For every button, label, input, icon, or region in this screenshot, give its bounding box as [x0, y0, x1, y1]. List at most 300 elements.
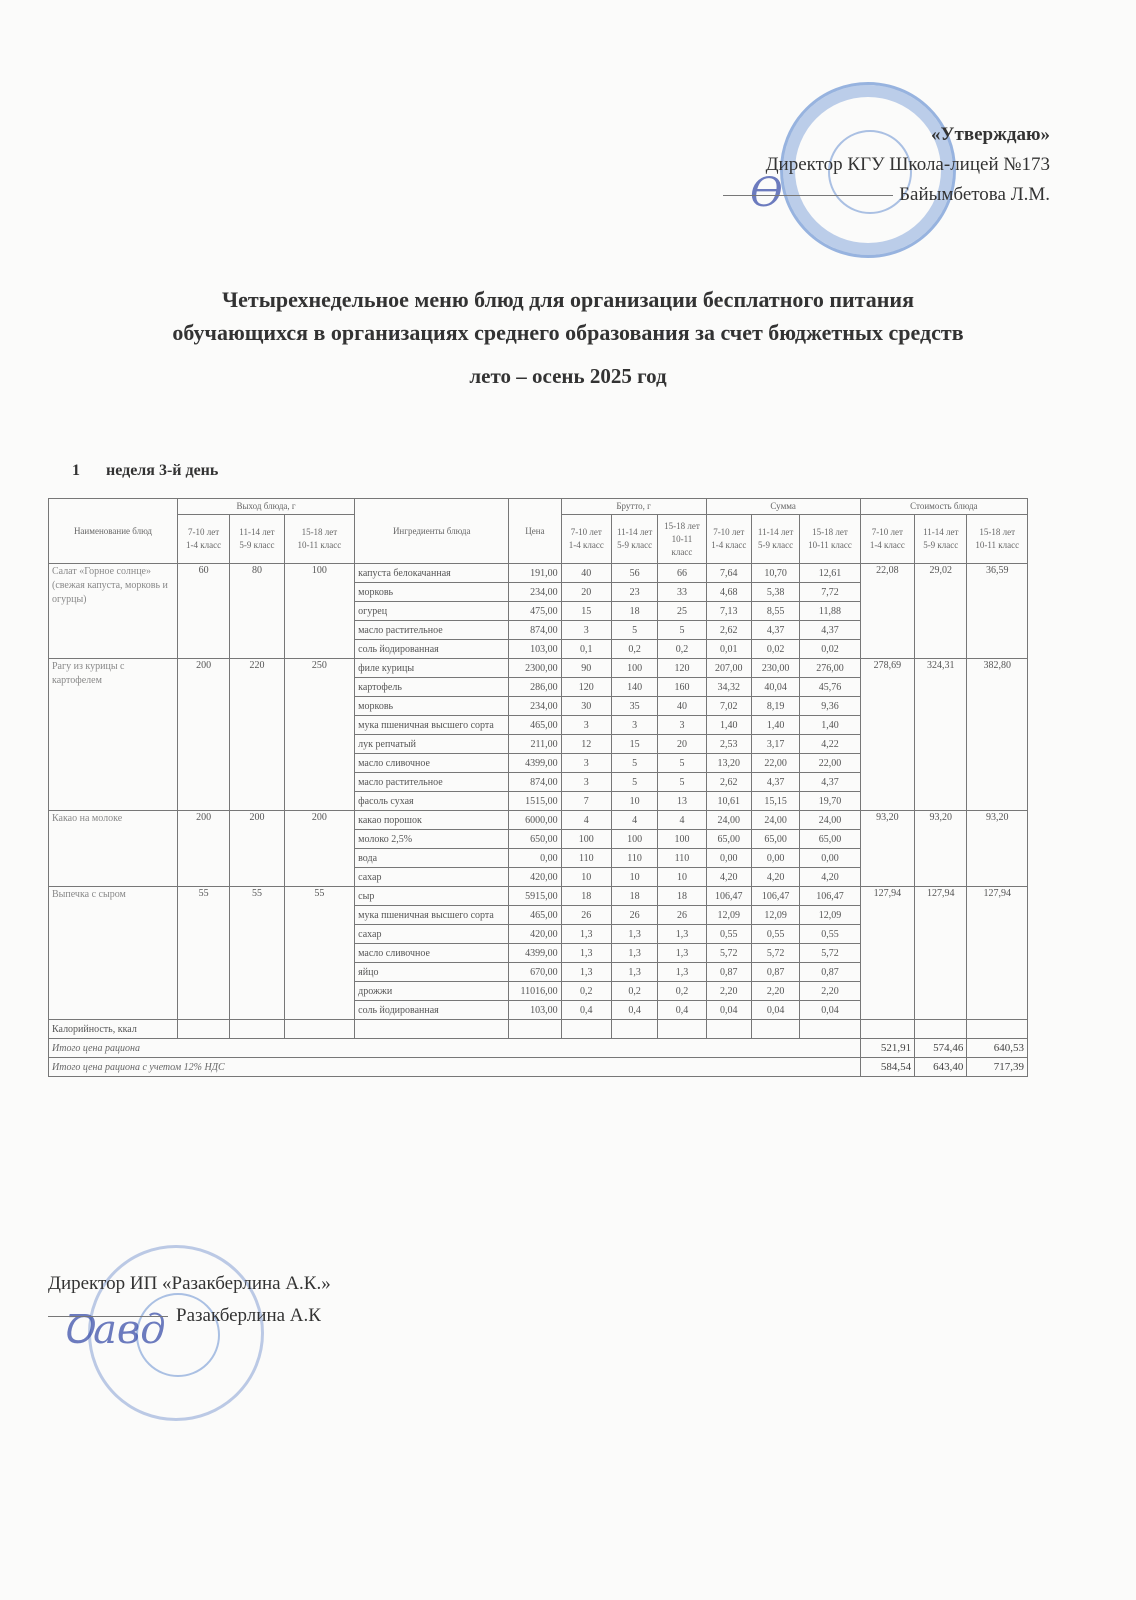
dish-name: Выпечка с сыром	[49, 887, 178, 1020]
total-row	[49, 1039, 1028, 1058]
ingredient-price: 1515,00	[509, 792, 561, 811]
contractor-block	[48, 1268, 331, 1332]
ingredient-brutto: 1,3	[561, 944, 611, 963]
ingredient-sum: 7,64	[706, 564, 751, 583]
total-label: Итого цена рациона	[49, 1039, 861, 1058]
ingredient-sum: 2,53	[706, 735, 751, 754]
ingredient-row	[49, 887, 1028, 906]
ingredient-brutto: 1,3	[561, 925, 611, 944]
ingredient-sum: 34,32	[706, 678, 751, 697]
dish-cost: 93,20	[860, 811, 914, 887]
ingredient-brutto: 20	[658, 735, 706, 754]
ingredient-sum: 2,20	[751, 982, 799, 1001]
ingredient-brutto: 100	[611, 830, 657, 849]
age-range: 11-14 лет	[239, 527, 275, 537]
document-title	[0, 283, 1136, 349]
ingredient-sum: 40,04	[751, 678, 799, 697]
ingredient-name: масло сливочное	[355, 754, 509, 773]
ingredient-sum: 7,72	[800, 583, 860, 602]
ingredient-brutto: 1,3	[611, 925, 657, 944]
ingredient-sum: 4,20	[706, 868, 751, 887]
class-range: 1-4 класс	[869, 540, 905, 550]
ingredient-sum: 2,62	[706, 621, 751, 640]
dish-yield: 55	[284, 887, 355, 1020]
ingredient-brutto: 1,3	[658, 925, 706, 944]
ingredient-price: 11016,00	[509, 982, 561, 1001]
calories-cell	[658, 1020, 706, 1039]
age-group-header	[915, 515, 967, 564]
ingredient-sum: 0,04	[706, 1001, 751, 1020]
age-range: 15-18 лет	[812, 527, 848, 537]
dish-yield: 55	[177, 887, 229, 1020]
dish-yield: 200	[177, 659, 229, 811]
ingredient-brutto: 35	[611, 697, 657, 716]
ingredient-brutto: 120	[561, 678, 611, 697]
age-range: 11-14 лет	[923, 527, 959, 537]
dish-yield: 220	[230, 659, 284, 811]
age-group-header	[658, 515, 706, 564]
ingredient-sum: 12,09	[751, 906, 799, 925]
ingredient-brutto: 5	[658, 754, 706, 773]
ingredient-price: 6000,00	[509, 811, 561, 830]
contractor-position: Директор ИП «Разакберлина А.К.»	[48, 1273, 331, 1294]
class-range: 1-4 класс	[186, 540, 222, 550]
ingredient-sum: 106,47	[751, 887, 799, 906]
approval-block	[723, 120, 1050, 210]
ingredient-brutto: 25	[658, 602, 706, 621]
ingredient-name: соль йодированная	[355, 640, 509, 659]
ingredient-sum: 45,76	[800, 678, 860, 697]
ingredient-sum: 7,13	[706, 602, 751, 621]
ingredient-brutto: 18	[658, 887, 706, 906]
dish-name: Рагу из курицы с картофелем	[49, 659, 178, 811]
ingredient-brutto: 33	[658, 583, 706, 602]
ingredient-sum: 4,37	[751, 621, 799, 640]
week-day-heading	[72, 462, 218, 480]
ingredient-brutto: 3	[658, 716, 706, 735]
ingredient-sum: 0,55	[800, 925, 860, 944]
ingredient-brutto: 12	[561, 735, 611, 754]
dish-yield: 200	[177, 811, 229, 887]
ingredient-sum: 4,37	[800, 621, 860, 640]
ingredient-brutto: 0,2	[611, 982, 657, 1001]
ingredient-sum: 0,55	[751, 925, 799, 944]
ingredient-price: 874,00	[509, 621, 561, 640]
ingredient-sum: 5,38	[751, 583, 799, 602]
ingredient-name: морковь	[355, 697, 509, 716]
ingredient-brutto: 5	[658, 621, 706, 640]
ingredient-brutto: 26	[561, 906, 611, 925]
dish-yield: 200	[230, 811, 284, 887]
ingredient-sum: 3,17	[751, 735, 799, 754]
class-range: 5-9 класс	[923, 540, 959, 550]
menu-table	[48, 498, 1028, 1077]
ingredient-name: масло сливочное	[355, 944, 509, 963]
header-yield: Выход блюда, г	[177, 499, 354, 515]
ingredient-sum: 4,22	[800, 735, 860, 754]
ingredient-brutto: 30	[561, 697, 611, 716]
ingredient-brutto: 1,3	[611, 944, 657, 963]
title-line-1: Четырехнедельное меню блюд для организации бесплатного питания	[221, 287, 914, 312]
calories-cell	[355, 1020, 509, 1039]
ingredient-brutto: 5	[611, 621, 657, 640]
ingredient-sum: 106,47	[800, 887, 860, 906]
dish-cost: 127,94	[967, 887, 1028, 1020]
ingredient-sum: 5,72	[800, 944, 860, 963]
ingredient-brutto: 10	[611, 868, 657, 887]
ingredient-price: 420,00	[509, 868, 561, 887]
ingredient-sum: 4,20	[800, 868, 860, 887]
ingredient-brutto: 90	[561, 659, 611, 678]
dish-yield: 55	[230, 887, 284, 1020]
ingredient-brutto: 66	[658, 564, 706, 583]
ingredient-sum: 0,00	[706, 849, 751, 868]
ingredient-sum: 65,00	[800, 830, 860, 849]
dish-yield: 80	[230, 564, 284, 659]
ingredient-sum: 12,09	[706, 906, 751, 925]
ingredient-price: 234,00	[509, 583, 561, 602]
age-group-header	[967, 515, 1028, 564]
ingredient-sum: 2,62	[706, 773, 751, 792]
ingredient-sum: 106,47	[706, 887, 751, 906]
dish-name: Какао на молоке	[49, 811, 178, 887]
ingredient-brutto: 4	[561, 811, 611, 830]
approval-position: Директор КГУ Школа-лицей №173	[765, 154, 1050, 175]
ingredient-sum: 2,20	[706, 982, 751, 1001]
age-group-header	[751, 515, 799, 564]
calories-cell	[509, 1020, 561, 1039]
ingredient-sum: 0,04	[751, 1001, 799, 1020]
ingredient-sum: 8,55	[751, 602, 799, 621]
age-range: 15-18 лет	[979, 527, 1016, 537]
class-range: 10-11 класс	[808, 540, 852, 550]
ingredient-brutto: 20	[561, 583, 611, 602]
ingredient-sum: 12,61	[800, 564, 860, 583]
ingredient-sum: 24,00	[800, 811, 860, 830]
total-vat-label: Итого цена рациона с учетом 12% НДС	[49, 1058, 861, 1077]
ingredient-sum: 15,15	[751, 792, 799, 811]
ingredient-price: 191,00	[509, 564, 561, 583]
total-vat-value: 643,40	[915, 1058, 967, 1077]
ingredient-brutto: 10	[658, 868, 706, 887]
ingredient-sum: 13,20	[706, 754, 751, 773]
approval-name: Байымбетова Л.М.	[899, 184, 1050, 205]
week-number: 1	[72, 462, 80, 479]
contractor-signature: Ꝺaвд	[62, 1307, 166, 1353]
ingredient-brutto: 3	[611, 716, 657, 735]
ingredient-brutto: 100	[658, 830, 706, 849]
calories-cell	[915, 1020, 967, 1039]
ingredient-name: какао порошок	[355, 811, 509, 830]
ingredient-brutto: 23	[611, 583, 657, 602]
ingredient-price: 475,00	[509, 602, 561, 621]
ingredient-price: 650,00	[509, 830, 561, 849]
ingredient-sum: 22,00	[751, 754, 799, 773]
ingredient-brutto: 3	[561, 754, 611, 773]
ingredient-name: вода	[355, 849, 509, 868]
approval-label: «Утверждаю»	[931, 124, 1050, 145]
ingredient-brutto: 1,3	[611, 963, 657, 982]
calories-cell	[800, 1020, 860, 1039]
age-group-header	[561, 515, 611, 564]
ingredient-name: капуста белокачанная	[355, 564, 509, 583]
ingredient-sum: 10,61	[706, 792, 751, 811]
ingredient-sum: 0,87	[751, 963, 799, 982]
age-range: 7-10 лет	[570, 527, 602, 537]
ingredient-sum: 2,20	[800, 982, 860, 1001]
ingredient-name: сахар	[355, 925, 509, 944]
dish-yield: 60	[177, 564, 229, 659]
calories-cell	[177, 1020, 229, 1039]
ingredient-price: 211,00	[509, 735, 561, 754]
ingredient-sum: 1,40	[706, 716, 751, 735]
ingredient-price: 5915,00	[509, 887, 561, 906]
total-vat-value: 717,39	[967, 1058, 1028, 1077]
dish-cost: 93,20	[915, 811, 967, 887]
ingredient-row	[49, 811, 1028, 830]
ingredient-sum: 22,00	[800, 754, 860, 773]
ingredient-sum: 0,87	[800, 963, 860, 982]
ingredient-sum: 11,88	[800, 602, 860, 621]
ingredient-brutto: 1,3	[658, 963, 706, 982]
calories-cell	[230, 1020, 284, 1039]
ingredient-brutto: 3	[561, 621, 611, 640]
ingredient-brutto: 0,2	[658, 640, 706, 659]
ingredient-sum: 0,02	[800, 640, 860, 659]
ingredient-name: сахар	[355, 868, 509, 887]
ingredient-brutto: 160	[658, 678, 706, 697]
ingredient-price: 103,00	[509, 640, 561, 659]
ingredient-price: 103,00	[509, 1001, 561, 1020]
ingredient-brutto: 5	[611, 773, 657, 792]
ingredient-brutto: 5	[658, 773, 706, 792]
ingredient-sum: 4,20	[751, 868, 799, 887]
signature-line	[723, 195, 893, 196]
calories-cell	[860, 1020, 914, 1039]
ingredient-brutto: 110	[561, 849, 611, 868]
ingredient-sum: 65,00	[751, 830, 799, 849]
ingredient-brutto: 140	[611, 678, 657, 697]
ingredient-brutto: 5	[611, 754, 657, 773]
ingredient-brutto: 1,3	[561, 963, 611, 982]
ingredient-brutto: 7	[561, 792, 611, 811]
ingredient-sum: 9,36	[800, 697, 860, 716]
ingredient-price: 465,00	[509, 906, 561, 925]
dish-cost: 127,94	[915, 887, 967, 1020]
ingredient-name: масло растительное	[355, 773, 509, 792]
age-group-header	[284, 515, 355, 564]
ingredient-sum: 4,37	[751, 773, 799, 792]
ingredient-sum: 7,02	[706, 697, 751, 716]
ingredient-name: мука пшеничная высшего сорта	[355, 906, 509, 925]
ingredient-brutto: 0,4	[561, 1001, 611, 1020]
age-group-header	[611, 515, 657, 564]
ingredient-sum: 19,70	[800, 792, 860, 811]
ingredient-price: 0,00	[509, 849, 561, 868]
header-sum: Сумма	[706, 499, 860, 515]
header-price: Цена	[509, 499, 561, 564]
ingredient-brutto: 18	[611, 602, 657, 621]
ingredient-brutto: 10	[611, 792, 657, 811]
ingredient-row	[49, 659, 1028, 678]
ingredient-sum: 5,72	[706, 944, 751, 963]
ingredient-sum: 8,19	[751, 697, 799, 716]
ingredient-brutto: 10	[561, 868, 611, 887]
age-range: 11-14 лет	[616, 527, 653, 537]
ingredient-sum: 0,01	[706, 640, 751, 659]
ingredient-price: 465,00	[509, 716, 561, 735]
calories-cell	[284, 1020, 355, 1039]
ingredient-brutto: 13	[658, 792, 706, 811]
ingredient-price: 670,00	[509, 963, 561, 982]
dish-cost: 382,80	[967, 659, 1028, 811]
ingredient-name: масло растительное	[355, 621, 509, 640]
class-range: 5-9 класс	[617, 540, 653, 550]
ingredient-brutto: 4	[611, 811, 657, 830]
ingredient-brutto: 0,4	[658, 1001, 706, 1020]
ingredient-brutto: 100	[611, 659, 657, 678]
ingredient-brutto: 0,2	[658, 982, 706, 1001]
dish-cost: 127,94	[860, 887, 914, 1020]
ingredient-brutto: 26	[658, 906, 706, 925]
ingredient-sum: 0,00	[751, 849, 799, 868]
ingredient-brutto: 0,2	[611, 640, 657, 659]
calories-cell	[751, 1020, 799, 1039]
ingredient-brutto: 26	[611, 906, 657, 925]
ingredient-brutto: 56	[611, 564, 657, 583]
ingredient-sum: 10,70	[751, 564, 799, 583]
ingredient-brutto: 18	[611, 887, 657, 906]
calories-cell	[561, 1020, 611, 1039]
ingredient-name: сыр	[355, 887, 509, 906]
class-range: 1-4 класс	[711, 540, 747, 550]
age-group-header	[177, 515, 229, 564]
ingredient-price: 286,00	[509, 678, 561, 697]
ingredient-sum: 12,09	[800, 906, 860, 925]
ingredient-sum: 65,00	[706, 830, 751, 849]
calories-label: Калорийность, ккал	[49, 1020, 178, 1039]
calories-cell	[967, 1020, 1028, 1039]
dish-cost: 278,69	[860, 659, 914, 811]
age-range: 7-10 лет	[871, 527, 903, 537]
age-range: 15-18 лет	[301, 527, 338, 537]
title-line-2: обучающихся в организациях среднего образования за счет бюджетных средств	[172, 320, 964, 345]
age-group-header	[800, 515, 860, 564]
ingredient-brutto: 4	[658, 811, 706, 830]
ingredient-sum: 0,04	[800, 1001, 860, 1020]
class-range: 10-11 класс	[975, 540, 1020, 550]
ingredient-brutto: 0,4	[611, 1001, 657, 1020]
ingredient-sum: 24,00	[751, 811, 799, 830]
total-vat-value: 584,54	[860, 1058, 914, 1077]
ingredient-brutto: 1,3	[658, 944, 706, 963]
ingredient-brutto: 100	[561, 830, 611, 849]
ingredient-brutto: 18	[561, 887, 611, 906]
age-group-header	[230, 515, 284, 564]
contractor-signature-line	[48, 1316, 168, 1317]
director-signature: Ѳ	[750, 170, 783, 216]
ingredient-sum: 1,40	[800, 716, 860, 735]
ingredient-price: 2300,00	[509, 659, 561, 678]
ingredient-name: огурец	[355, 602, 509, 621]
age-range: 7-10 лет	[188, 527, 220, 537]
class-range: 10-11 класс	[297, 540, 342, 550]
ingredient-sum: 230,00	[751, 659, 799, 678]
ingredient-price: 4399,00	[509, 944, 561, 963]
dish-cost: 324,31	[915, 659, 967, 811]
ingredient-name: мука пшеничная высшего сорта	[355, 716, 509, 735]
class-range: 10-11 класс	[671, 533, 693, 557]
ingredient-sum: 207,00	[706, 659, 751, 678]
header-row	[49, 499, 1028, 515]
total-value: 640,53	[967, 1039, 1028, 1058]
dish-name: Салат «Горное солнце» (свежая капуста, морковь и огурцы)	[49, 564, 178, 659]
ingredient-sum: 1,40	[751, 716, 799, 735]
dish-cost: 22,08	[860, 564, 914, 659]
header-brutto: Брутто, г	[561, 499, 706, 515]
week-day-label: неделя 3-й день	[106, 462, 219, 479]
ingredient-sum: 276,00	[800, 659, 860, 678]
dish-yield: 250	[284, 659, 355, 811]
ingredient-row	[49, 564, 1028, 583]
class-range: 1-4 класс	[568, 540, 604, 550]
ingredient-name: морковь	[355, 583, 509, 602]
age-group-header	[860, 515, 914, 564]
header-dish: Наименование блюд	[49, 499, 178, 564]
ingredient-name: филе курицы	[355, 659, 509, 678]
season-title: лето – осень 2025 год	[469, 364, 667, 388]
dish-cost: 93,20	[967, 811, 1028, 887]
ingredient-brutto: 15	[561, 602, 611, 621]
ingredient-price: 874,00	[509, 773, 561, 792]
ingredient-brutto: 120	[658, 659, 706, 678]
ingredient-brutto: 15	[611, 735, 657, 754]
ingredient-name: лук репчатый	[355, 735, 509, 754]
age-range: 11-14 лет	[757, 527, 794, 537]
ingredient-brutto: 40	[561, 564, 611, 583]
ingredient-brutto: 110	[611, 849, 657, 868]
ingredient-sum: 0,87	[706, 963, 751, 982]
ingredient-brutto: 110	[658, 849, 706, 868]
calories-cell	[706, 1020, 751, 1039]
dish-cost: 29,02	[915, 564, 967, 659]
age-group-header	[706, 515, 751, 564]
ingredient-name: картофель	[355, 678, 509, 697]
dish-yield: 100	[284, 564, 355, 659]
ingredient-name: дрожжи	[355, 982, 509, 1001]
ingredient-sum: 0,00	[800, 849, 860, 868]
ingredient-brutto: 40	[658, 697, 706, 716]
ingredient-sum: 0,02	[751, 640, 799, 659]
ingredient-sum: 24,00	[706, 811, 751, 830]
age-range: 15-18 лет	[664, 520, 700, 531]
total-value: 521,91	[860, 1039, 914, 1058]
ingredient-sum: 5,72	[751, 944, 799, 963]
class-range: 5-9 класс	[758, 540, 794, 550]
calories-row	[49, 1020, 1028, 1039]
age-range: 7-10 лет	[713, 527, 745, 537]
ingredient-price: 4399,00	[509, 754, 561, 773]
total-value: 574,46	[915, 1039, 967, 1058]
ingredient-brutto: 3	[561, 716, 611, 735]
dish-yield: 200	[284, 811, 355, 887]
ingredient-brutto: 3	[561, 773, 611, 792]
class-range: 5-9 класс	[239, 540, 275, 550]
ingredient-sum: 4,68	[706, 583, 751, 602]
ingredient-price: 234,00	[509, 697, 561, 716]
ingredient-name: молоко 2,5%	[355, 830, 509, 849]
total-vat-row	[49, 1058, 1028, 1077]
